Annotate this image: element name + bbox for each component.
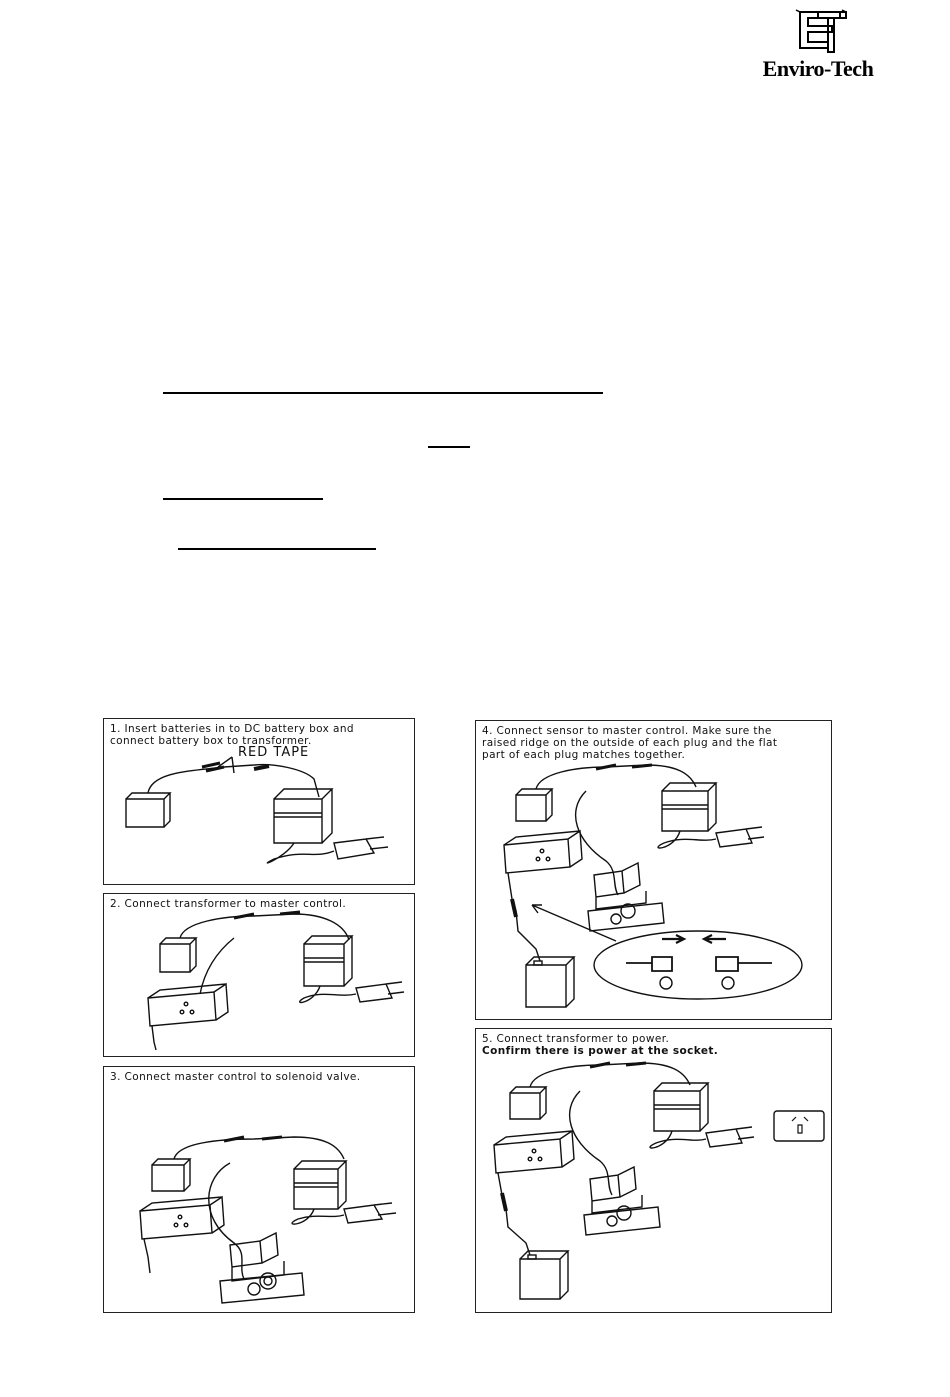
transformer-icon: [294, 1161, 346, 1209]
step-4-panel: [475, 720, 832, 1020]
power-plug-icon: [334, 837, 388, 859]
connector-icon: [512, 899, 516, 917]
step-5-panel: [475, 1028, 832, 1313]
power-plug-icon: [716, 827, 764, 847]
power-plug-icon: [344, 1203, 396, 1223]
transformer-icon: [654, 1083, 708, 1131]
caption-line: connect battery box to transformer.: [110, 735, 312, 747]
battery-box-icon: [510, 1087, 546, 1119]
plug-detail-inset: [594, 931, 802, 999]
sensor-icon: [526, 957, 574, 1007]
step-5-illustration: [476, 1029, 831, 1312]
underline-2: [428, 446, 470, 448]
step-1-illustration: [104, 719, 414, 884]
enviro-tech-logo: [748, 8, 888, 83]
sensor-icon: [520, 1251, 568, 1299]
step-1-panel: [103, 718, 415, 885]
step-2-illustration: [104, 894, 414, 1056]
battery-box-icon: [516, 789, 552, 821]
battery-box-icon: [126, 793, 170, 827]
caption-line: 2. Connect transformer to master control.: [110, 898, 347, 910]
caption-line: Confirm there is power at the socket.: [482, 1045, 719, 1057]
arrow-right-icon: [662, 935, 684, 943]
master-control-icon: [494, 1131, 574, 1173]
connector-icon: [502, 1193, 506, 1211]
step-4-illustration: [476, 721, 831, 1019]
power-plug-icon: [706, 1127, 754, 1147]
battery-box-icon: [160, 938, 196, 972]
caption-line: 3. Connect master control to solenoid valve.: [110, 1071, 361, 1083]
step-3-illustration: [104, 1067, 414, 1312]
caption-line: part of each plug matches together.: [482, 749, 686, 761]
underline-1: [163, 392, 603, 394]
underline-4: [178, 548, 376, 550]
transformer-icon: [274, 789, 332, 843]
battery-box-icon: [152, 1159, 190, 1191]
step-2-panel: [103, 893, 415, 1057]
logo-text: Enviro-Tech: [762, 56, 874, 81]
red-tape-callout: RED TAPE: [238, 745, 310, 760]
caption-line: raised ridge on the outside of each plug and the flat: [482, 737, 778, 749]
transformer-icon: [662, 783, 716, 831]
caption-line: 4. Connect sensor to master control. Make sure the: [482, 725, 772, 737]
transformer-icon: [304, 936, 352, 986]
et-logo-mark-icon: [748, 8, 888, 58]
arrow-left-icon: [704, 935, 726, 943]
solenoid-valve-icon: [220, 1233, 304, 1303]
connector-icon: [254, 766, 269, 769]
step-3-panel: [103, 1066, 415, 1313]
caption-line: 5. Connect transformer to power.: [482, 1033, 670, 1045]
solenoid-valve-icon: [584, 1167, 660, 1235]
solenoid-valve-icon: [588, 863, 664, 931]
caption-line: 1. Insert batteries in to DC battery box and: [110, 723, 354, 735]
power-plug-icon: [356, 982, 404, 1002]
underline-3: [163, 498, 323, 500]
wall-socket-icon: [774, 1111, 824, 1141]
